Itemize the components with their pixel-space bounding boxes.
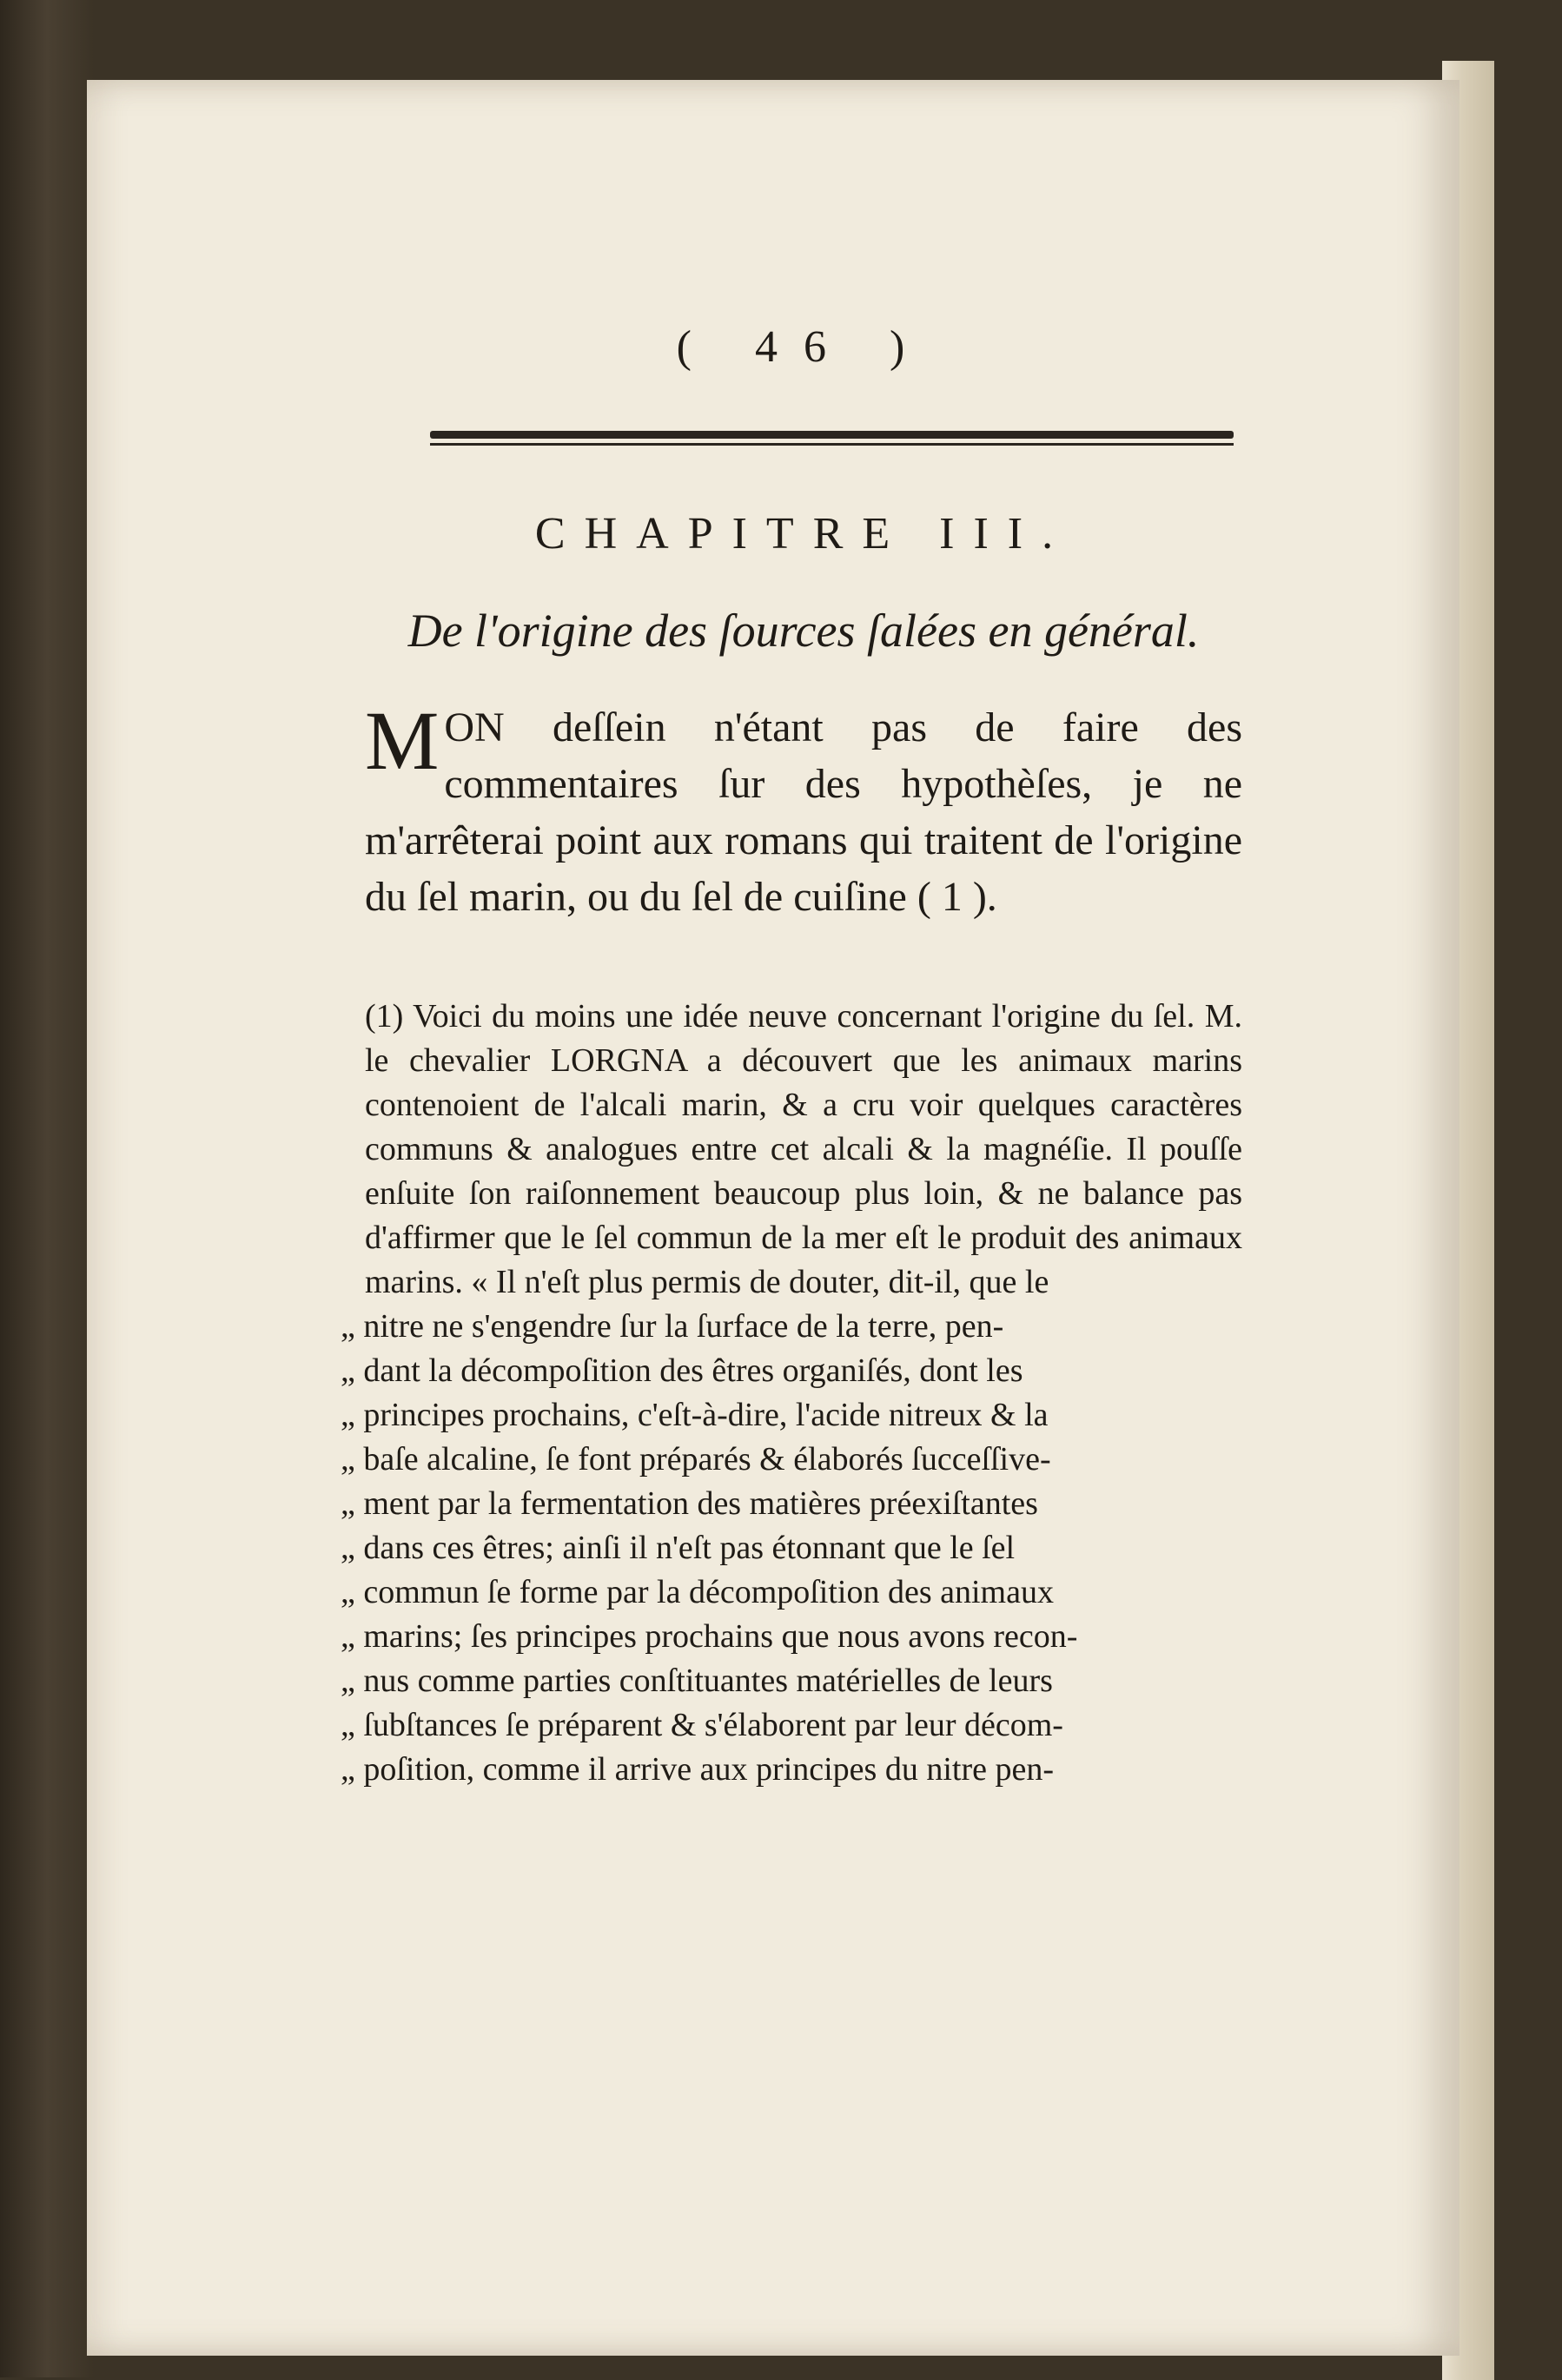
footnote-quote-line: „ marins; ſes principes prochains que nous avons recon- [341, 1615, 1242, 1659]
footnote-quote-line: „ commun ſe forme par la décompoſition des animaux [341, 1570, 1242, 1615]
footnote-intro: (1) Voici du moins une idée neuve concernant l'origine du ſel. M. le chevalier LORGNA a découvert que les animaux marins contenoient de l'alcali marin, & a cru voir quelques caractères communs & analogues entre cet alcali & la magnéſie. Il pouſſe enſuite ſon raiſonnement beaucoup plus loin, & ne balance pas d'affirmer que le ſel commun de la mer eſt le produit des animaux marins. « Il n'eſt plus permis de douter, dit-il, que le [365, 998, 1242, 1300]
page-number: ( 46 ) [676, 322, 931, 372]
drop-cap: M [365, 694, 440, 787]
footnote-quote-line: „ baſe alcaline, ſe font préparés & élaborés ſucceſſive- [341, 1438, 1242, 1482]
body-paragraph [365, 694, 1242, 925]
footnote-quote-line: „ poſition, comme il arrive aux principes du nitre pen- [341, 1748, 1242, 1792]
footnote [365, 995, 1242, 1792]
footnote-quote-line: „ ſubſtances ſe préparent & s'élaborent par leur décom- [341, 1703, 1242, 1748]
header-rule-thick [430, 431, 1234, 439]
footnote-quote-line: „ nitre ne s'engendre ſur la ſurface de la terre, pen- [341, 1305, 1242, 1349]
chapter-subtitle: De l'origine des ſources ſalées en général. [407, 605, 1200, 657]
chapter-title: CHAPITRE III. [534, 509, 1073, 559]
footnote-quote-line: „ dant la décompoſition des êtres organiſés, dont les [341, 1349, 1242, 1393]
footnote-quote-line: „ nus comme parties conſtituantes matérielles de leurs [341, 1659, 1242, 1703]
footnote-quote-line: „ ment par la fermentation des matières préexiſtantes [341, 1482, 1242, 1526]
footnote-quote-line: „ dans ces êtres; ainſi il n'eſt pas étonnant que le ſel [341, 1526, 1242, 1570]
body-text: ON deſſein n'étant pas de faire des commentaires ſur des hypothèſes, je ne m'arrêterai point aux romans qui traitent de l'origine du ſel marin, ou du ſel de cuiſine ( 1 ). [365, 704, 1242, 920]
footnote-quote-line: „ principes prochains, c'eſt-à-dire, l'acide nitreux & la [341, 1393, 1242, 1438]
header-rule-thin [430, 443, 1234, 446]
